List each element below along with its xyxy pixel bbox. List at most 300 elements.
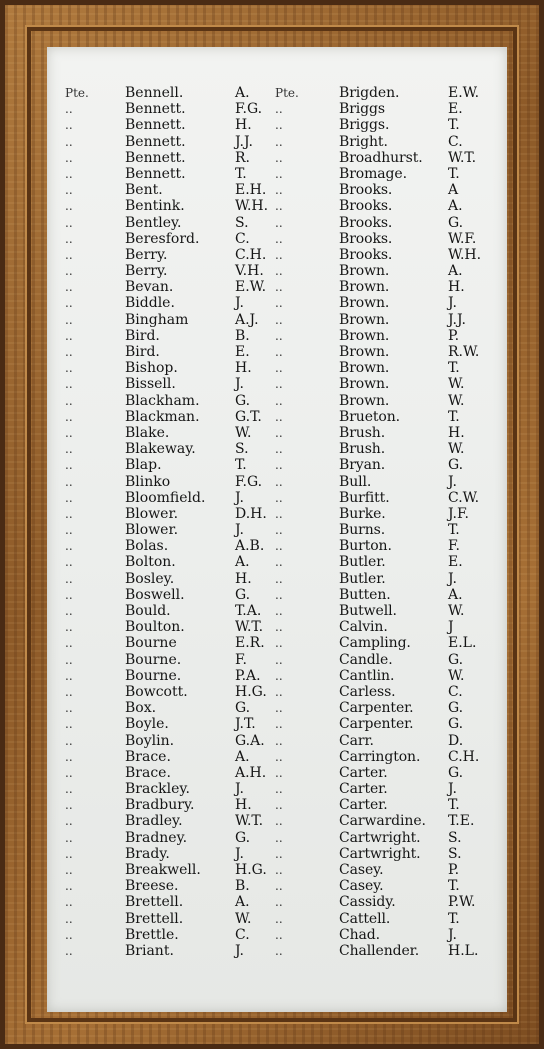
- list-item: [273, 554, 503, 570]
- list-item: [63, 490, 293, 506]
- initials-text: P.: [448, 862, 460, 878]
- surname-text: Brooks.: [339, 246, 393, 263]
- initials-text: J.: [448, 926, 457, 943]
- list-item: [273, 328, 503, 344]
- initials-text: G.: [235, 829, 251, 846]
- rank-label: ..: [65, 166, 73, 181]
- initials-text: W.: [235, 424, 252, 441]
- surname-text: Brown.: [339, 344, 390, 360]
- initials-text: W.: [235, 910, 252, 927]
- list-item: [273, 360, 503, 376]
- initials-text: J.: [448, 473, 457, 490]
- rank-label: ..: [65, 604, 73, 618]
- rank-label: ..: [275, 555, 283, 570]
- list-item: [273, 943, 503, 959]
- list-item: [273, 182, 503, 198]
- surname-text: Calvin.: [339, 619, 388, 636]
- surname-text: Chad.: [339, 926, 380, 943]
- surname-text: Bourne: [125, 635, 177, 652]
- initials-text: H.: [235, 117, 252, 134]
- surname-text: Candle.: [339, 651, 393, 668]
- list-item: [63, 295, 293, 311]
- rank-label: ..: [275, 312, 283, 327]
- surname-text: Brettell.: [125, 894, 184, 911]
- list-item: [273, 619, 503, 635]
- list-item: [273, 538, 503, 554]
- list-item: [273, 587, 503, 603]
- surname-text: Brigden.: [339, 85, 400, 101]
- rank-label: ..: [65, 668, 73, 683]
- list-item: [273, 716, 503, 732]
- initials-text: E.W.: [448, 85, 480, 101]
- rank-label: ..: [275, 911, 283, 926]
- rank-label: ..: [275, 183, 283, 198]
- surname-text: Blap.: [125, 457, 162, 474]
- rank-label: ..: [275, 927, 283, 942]
- initials-text: G.A.: [235, 732, 265, 749]
- list-item: [63, 344, 293, 360]
- surname-text: Cassidy.: [339, 894, 396, 911]
- rank-label: ..: [65, 684, 73, 699]
- list-item: [63, 635, 293, 651]
- surname-text: Carr.: [339, 732, 374, 749]
- rank-label: ..: [275, 425, 283, 440]
- rank-label: ..: [65, 523, 73, 538]
- surname-text: Casey.: [339, 862, 384, 878]
- surname-text: Beresford.: [125, 230, 200, 247]
- rank-label: ..: [65, 134, 73, 149]
- initials-text: J.: [235, 295, 244, 312]
- surname-text: Brooks.: [339, 182, 393, 199]
- initials-text: T.: [448, 408, 460, 425]
- rank-label: ..: [275, 895, 283, 910]
- rank-label: ..: [275, 943, 283, 958]
- rank-label: ..: [275, 166, 283, 181]
- rank-label: ..: [65, 782, 73, 797]
- rank-label: ..: [275, 296, 283, 311]
- rank-label: ..: [65, 280, 73, 295]
- list-item: [63, 830, 293, 846]
- rank-label: ..: [275, 328, 283, 343]
- surname-text: Brown.: [339, 311, 390, 328]
- surname-text: Cantlin.: [339, 667, 395, 684]
- initials-text: A.: [235, 85, 250, 101]
- surname-text: Carrington.: [339, 748, 421, 765]
- surname-text: Box.: [125, 700, 157, 717]
- surname-text: Cartwright.: [339, 829, 421, 846]
- surname-text: Boswell.: [125, 586, 185, 603]
- rank-label: ..: [65, 312, 73, 327]
- surname-text: Brace.: [125, 748, 171, 765]
- list-item: [273, 134, 503, 150]
- list-item: [273, 150, 503, 166]
- initials-text: J.: [448, 781, 457, 798]
- rank-label: ..: [65, 927, 73, 942]
- initials-text: W.T.: [235, 813, 264, 830]
- initials-text: C.: [448, 683, 463, 700]
- list-item: [273, 506, 503, 522]
- initials-text: T.A.: [235, 603, 262, 619]
- rank-label: ..: [65, 458, 73, 473]
- surname-text: Campling.: [339, 635, 411, 652]
- list-item: [273, 409, 503, 425]
- initials-text: H.: [235, 360, 252, 377]
- initials-text: W.: [448, 441, 465, 458]
- initials-text: F.: [448, 538, 460, 555]
- list-item: [273, 425, 503, 441]
- list-item: [63, 263, 293, 279]
- list-item: [63, 101, 293, 117]
- rank-label: ..: [275, 733, 283, 748]
- surname-text: Bingham: [125, 311, 189, 328]
- initials-text: H.: [448, 424, 465, 441]
- initials-text: F.: [235, 651, 247, 668]
- rank-label: ..: [65, 361, 73, 376]
- rank-label: ..: [275, 604, 283, 618]
- surname-text: Carpenter.: [339, 700, 414, 717]
- rank-label: ..: [275, 539, 283, 554]
- list-item: [63, 716, 293, 732]
- rank-label: ..: [65, 814, 73, 829]
- initials-text: A.: [448, 263, 463, 280]
- surname-text: Butler.: [339, 554, 386, 571]
- initials-text: H.L.: [448, 942, 479, 959]
- surname-text: Brown.: [339, 327, 390, 344]
- list-item: [273, 927, 503, 943]
- rank-label: ..: [275, 442, 283, 457]
- name-column-right: [273, 85, 503, 959]
- initials-text: T.: [448, 878, 460, 895]
- list-item: [63, 182, 293, 198]
- list-item: [63, 538, 293, 554]
- surname-text: Brady.: [125, 845, 170, 862]
- initials-text: H.: [235, 797, 252, 814]
- surname-text: Bent.: [125, 182, 163, 199]
- surname-text: Carter.: [339, 797, 388, 814]
- rank-label: ..: [275, 652, 283, 667]
- surname-text: Brown.: [339, 376, 390, 393]
- list-item: [273, 635, 503, 651]
- initials-text: G.: [448, 457, 464, 474]
- initials-text: S.: [235, 214, 249, 231]
- list-item: [63, 781, 293, 797]
- initials-text: C.H.: [235, 246, 267, 263]
- rank-label: ..: [65, 701, 73, 716]
- roll-of-honour-sheet: [47, 47, 507, 1012]
- initials-text: T.: [448, 797, 460, 814]
- surname-text: Brettle.: [125, 926, 179, 943]
- list-item: [273, 457, 503, 473]
- rank-label: ..: [65, 765, 73, 780]
- initials-text: C.: [448, 133, 463, 150]
- rank-label: ..: [275, 782, 283, 797]
- initials-text: C.: [235, 230, 250, 247]
- surname-text: Bennett.: [125, 101, 186, 118]
- rank-label: ..: [65, 571, 73, 586]
- surname-text: Bissell.: [125, 376, 176, 393]
- surname-text: Bradley.: [125, 813, 183, 830]
- initials-text: T.: [448, 360, 460, 377]
- initials-text: T.: [448, 117, 460, 134]
- initials-text: W.T.: [235, 619, 264, 636]
- surname-text: Carter.: [339, 764, 388, 781]
- list-item: [63, 474, 293, 490]
- list-item: [63, 765, 293, 781]
- rank-label: ..: [65, 102, 73, 117]
- rank-label: ..: [65, 911, 73, 926]
- rank-label: ..: [65, 717, 73, 732]
- initials-text: J.: [235, 489, 244, 506]
- surname-text: Bolton.: [125, 554, 176, 571]
- list-item: [63, 134, 293, 150]
- rank-label: ..: [275, 814, 283, 829]
- list-item: [273, 198, 503, 214]
- rank-label: ..: [275, 798, 283, 813]
- surname-text: Bright.: [339, 133, 388, 150]
- list-item: [63, 603, 293, 619]
- initials-text: J.: [235, 376, 244, 393]
- surname-text: Brace.: [125, 764, 171, 781]
- rank-label: ..: [275, 118, 283, 133]
- list-item: [273, 263, 503, 279]
- list-item: [273, 166, 503, 182]
- list-item: [273, 846, 503, 862]
- surname-text: Blackham.: [125, 392, 200, 409]
- rank-label: ..: [65, 846, 73, 861]
- list-item: [273, 878, 503, 894]
- rank-label: ..: [65, 215, 73, 230]
- initials-text: J.J.: [448, 311, 466, 328]
- initials-text: R.W.: [448, 344, 480, 360]
- surname-text: Bourne.: [125, 667, 182, 684]
- list-item: [63, 328, 293, 344]
- initials-text: V.H.: [235, 263, 264, 280]
- initials-text: G.T.: [235, 408, 262, 425]
- list-item: [63, 797, 293, 813]
- rank-label: ..: [275, 264, 283, 279]
- list-item: [63, 457, 293, 473]
- list-item: [273, 344, 503, 360]
- initials-text: W.H.: [448, 246, 482, 263]
- list-item: [273, 813, 503, 829]
- list-item: [273, 522, 503, 538]
- rank-label: ..: [65, 377, 73, 392]
- surname-text: Blower.: [125, 522, 179, 539]
- rank-label: ..: [275, 701, 283, 716]
- rank-label: ..: [275, 490, 283, 505]
- list-item: [63, 117, 293, 133]
- list-item: [63, 279, 293, 295]
- list-item: [273, 474, 503, 490]
- surname-text: Brueton.: [339, 408, 401, 425]
- list-item: [273, 830, 503, 846]
- surname-text: Bird.: [125, 327, 160, 344]
- rank-label: ..: [275, 571, 283, 586]
- surname-text: Boyle.: [125, 716, 169, 733]
- rank-label: ..: [65, 296, 73, 311]
- initials-text: C.W.: [448, 489, 480, 506]
- list-item: [63, 700, 293, 716]
- rank-label: ..: [65, 733, 73, 748]
- surname-text: Challender.: [339, 942, 420, 959]
- surname-text: Bloomfield.: [125, 489, 206, 506]
- initials-text: J.: [235, 845, 244, 862]
- initials-text: E.: [235, 344, 250, 360]
- initials-text: A.: [235, 554, 250, 571]
- initials-text: W.T.: [448, 149, 477, 166]
- surname-text: Berry.: [125, 246, 168, 263]
- surname-text: Bird.: [125, 344, 160, 360]
- initials-text: T.: [235, 165, 247, 182]
- initials-text: A: [448, 182, 459, 199]
- rank-label: ..: [65, 555, 73, 570]
- surname-text: Bosley.: [125, 570, 175, 587]
- list-item: [63, 231, 293, 247]
- initials-text: J.: [235, 942, 244, 959]
- initials-text: G.: [448, 764, 464, 781]
- list-item: [63, 846, 293, 862]
- surname-text: Brown.: [339, 263, 390, 280]
- surname-text: Bryan.: [339, 457, 386, 474]
- initials-text: R.: [235, 149, 250, 166]
- rank-label: ..: [275, 684, 283, 699]
- rank-label: ..: [275, 620, 283, 635]
- list-item: [63, 522, 293, 538]
- initials-text: J.: [448, 295, 457, 312]
- surname-text: Briggs: [339, 101, 385, 118]
- surname-text: Broadhurst.: [339, 149, 423, 166]
- surname-text: Bennett.: [125, 117, 186, 134]
- list-item: [273, 700, 503, 716]
- rank-label: ..: [65, 587, 73, 602]
- surname-text: Cattell.: [339, 910, 391, 927]
- initials-text: W.F.: [448, 230, 477, 247]
- initials-text: H.G.: [235, 862, 267, 878]
- surname-text: Bourne.: [125, 651, 182, 668]
- surname-text: Carless.: [339, 683, 396, 700]
- list-item: [273, 376, 503, 392]
- surname-text: Brush.: [339, 424, 386, 441]
- list-item: [273, 393, 503, 409]
- surname-text: Brooks.: [339, 214, 393, 231]
- rank-label: ..: [275, 636, 283, 651]
- rank-label: Pte.: [65, 86, 89, 100]
- initials-text: W.: [448, 392, 465, 409]
- rank-label: ..: [275, 393, 283, 408]
- list-item: [273, 765, 503, 781]
- initials-text: C.H.: [448, 748, 480, 765]
- initials-text: T.E.: [448, 813, 475, 830]
- rank-label: ..: [275, 280, 283, 295]
- surname-text: Bradney.: [125, 829, 188, 846]
- surname-text: Butler.: [339, 570, 386, 587]
- surname-text: Brown.: [339, 295, 390, 312]
- surname-text: Bennell.: [125, 85, 184, 101]
- surname-text: Blackman.: [125, 408, 200, 425]
- initials-text: W.: [448, 376, 465, 393]
- list-item: [63, 393, 293, 409]
- rank-label: ..: [65, 150, 73, 165]
- rank-label: ..: [275, 215, 283, 230]
- surname-text: Brush.: [339, 441, 386, 458]
- list-item: [63, 652, 293, 668]
- initials-text: T.: [448, 165, 460, 182]
- list-item: [273, 668, 503, 684]
- rank-label: ..: [275, 474, 283, 489]
- initials-text: S.: [448, 829, 462, 846]
- initials-text: F.G.: [235, 101, 263, 118]
- rank-label: ..: [275, 668, 283, 683]
- surname-text: Blower.: [125, 505, 179, 522]
- rank-label: ..: [65, 506, 73, 521]
- initials-text: D.: [448, 732, 464, 749]
- initials-text: J.T.: [235, 716, 256, 733]
- list-item: [63, 894, 293, 910]
- initials-text: G.: [448, 214, 464, 231]
- list-item: [63, 619, 293, 635]
- rank-label: ..: [65, 442, 73, 457]
- list-item: [273, 571, 503, 587]
- initials-text: P.: [448, 327, 460, 344]
- initials-text: E.: [448, 101, 463, 118]
- list-item: [63, 376, 293, 392]
- rank-label: ..: [65, 409, 73, 424]
- rank-label: ..: [65, 490, 73, 505]
- list-item: [273, 215, 503, 231]
- rank-label: ..: [65, 943, 73, 958]
- list-item: [63, 684, 293, 700]
- list-item: [63, 166, 293, 182]
- rank-label: ..: [275, 749, 283, 764]
- initials-text: W.: [448, 667, 465, 684]
- initials-text: F.G.: [235, 473, 263, 490]
- list-item: [273, 603, 503, 619]
- initials-text: T.: [448, 910, 460, 927]
- list-item: [63, 506, 293, 522]
- surname-text: Bentink.: [125, 198, 185, 215]
- list-item: [63, 878, 293, 894]
- surname-text: Bould.: [125, 603, 171, 619]
- initials-text: B.: [235, 878, 250, 895]
- initials-text: G.: [235, 586, 251, 603]
- rank-label: ..: [65, 895, 73, 910]
- rank-label: ..: [275, 199, 283, 214]
- surname-text: Carpenter.: [339, 716, 414, 733]
- list-item: [273, 295, 503, 311]
- list-item: [63, 425, 293, 441]
- list-item: [273, 733, 503, 749]
- list-item: [63, 150, 293, 166]
- rank-label: ..: [275, 765, 283, 780]
- surname-text: Bishop.: [125, 360, 178, 377]
- rank-label: ..: [275, 150, 283, 165]
- initials-text: T.: [448, 522, 460, 539]
- list-item: [63, 198, 293, 214]
- rank-label: ..: [275, 102, 283, 117]
- surname-text: Bolas.: [125, 538, 169, 555]
- surname-text: Carter.: [339, 781, 388, 798]
- rank-label: ..: [275, 830, 283, 845]
- list-item: [63, 409, 293, 425]
- rank-label: ..: [275, 247, 283, 262]
- initials-text: E.L.: [448, 635, 477, 652]
- rank-label: ..: [65, 425, 73, 440]
- surname-text: Brooks.: [339, 198, 393, 215]
- surname-text: Briant.: [125, 942, 174, 959]
- surname-text: Breakwell.: [125, 862, 201, 878]
- initials-text: T.: [235, 457, 247, 474]
- initials-text: E.: [448, 554, 463, 571]
